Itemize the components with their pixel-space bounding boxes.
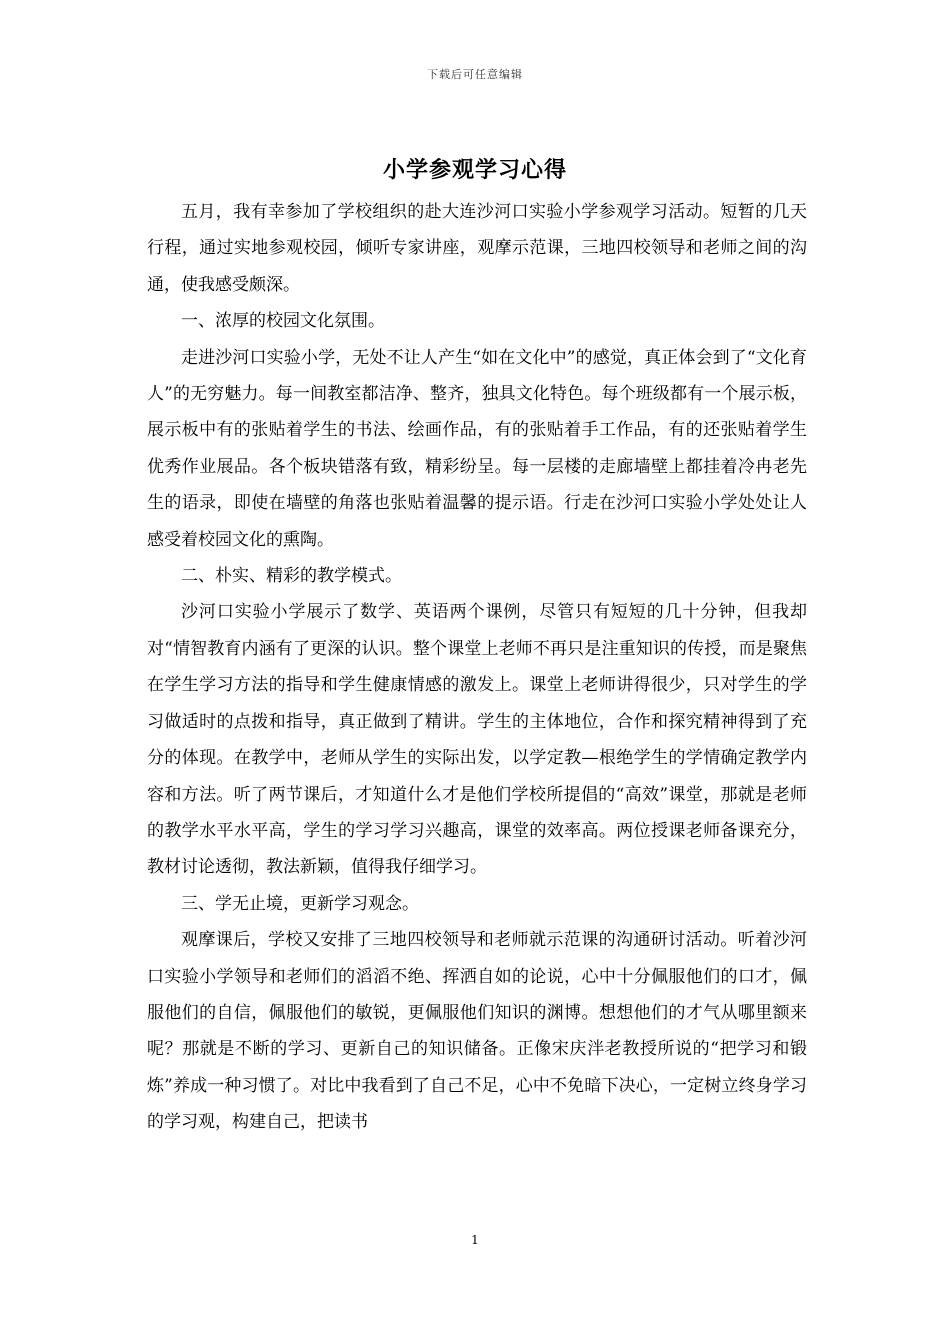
document-body — [147, 194, 807, 1141]
section-heading-1: 一、浓厚的校园文化氛围。 — [181, 311, 385, 332]
paragraph-section-2: 沙河口实验小学展示了数学、英语两个课例，尽管只有短短的几十分钟，但我却对“情智教育内涵有了更深的认识。整个课堂上老师不再只是注重知识的传授，而是聚焦在学生学习方法的指导和学生健康情感的激发上。课堂上老师讲得很少，只对学生的学习做适时的点拨和指导，真正做到了精讲。学生的主体地位，合作和探究精神得到了充分的体现。在教学中，老师从学生的实际出发，以学定教—根绝学生的学情确定教学内容和方法。听了两节课后，才知道什么才是他们学校所提倡的“高效”课堂，那就是老师的教学水平水平高，学生的学习学习兴趣高，课堂的效率高。两位授课老师备课充分，教材讨论透彻，教法新颖，值得我仔细学习。 — [147, 602, 807, 878]
page-number: 1 — [471, 1233, 479, 1247]
section-heading-3: 三、学无止境，更新学习观念。 — [181, 893, 419, 914]
paragraph-section-1: 走进沙河口实验小学，无处不让人产生“如在文化中”的感觉，真正体会到了“文化育人”的无穷魅力。每一间教室都洁净、整齐，独具文化特色。每个班级都有一个展示板，展示板中有的张贴着学生的书法、绘画作品，有的张贴着手工作品，有的还张贴着学生优秀作业展品。各个板块错落有致，精彩纷呈。每一层楼的走廊墙壁上都挂着冷冉老先生的语录，即使在墙壁的角落也张贴着温馨的提示语。行走在沙河口实验小学处处让人感受着校园文化的熏陶。 — [147, 347, 807, 550]
document-title: 小学参观学习心得 — [382, 157, 567, 183]
paragraph-section-3: 观摩课后，学校又安排了三地四校领导和老师就示范课的沟通研讨活动。听着沙河口实验小学领导和老师们的滔滔不绝、挥洒自如的论说，心中十分佩服他们的口才，佩服他们的自信，佩服他们的敏锐，更佩服他们知识的渊博。想想他们的才气从哪里额来呢？那就是不断的学习、更新自己的知识储备。正像宋庆泮老教授所说的“把学习和锻炼”养成一种习惯了。对比中我看到了自己不足，心中不免暗下决心，一定树立终身学习的学习观，构建自己，把读书 — [147, 930, 807, 1133]
section-heading-2: 二、朴实、精彩的教学模式。 — [181, 566, 402, 587]
paragraph-intro: 五月，我有幸参加了学校组织的赴大连沙河口实验小学参观学习活动。短暂的几天行程，通过实地参观校园，倾听专家讲座，观摩示范课，三地四校领导和老师之间的沟通，使我感受颇深。 — [147, 202, 807, 295]
page-header: 下载后可任意编辑 — [427, 68, 523, 81]
